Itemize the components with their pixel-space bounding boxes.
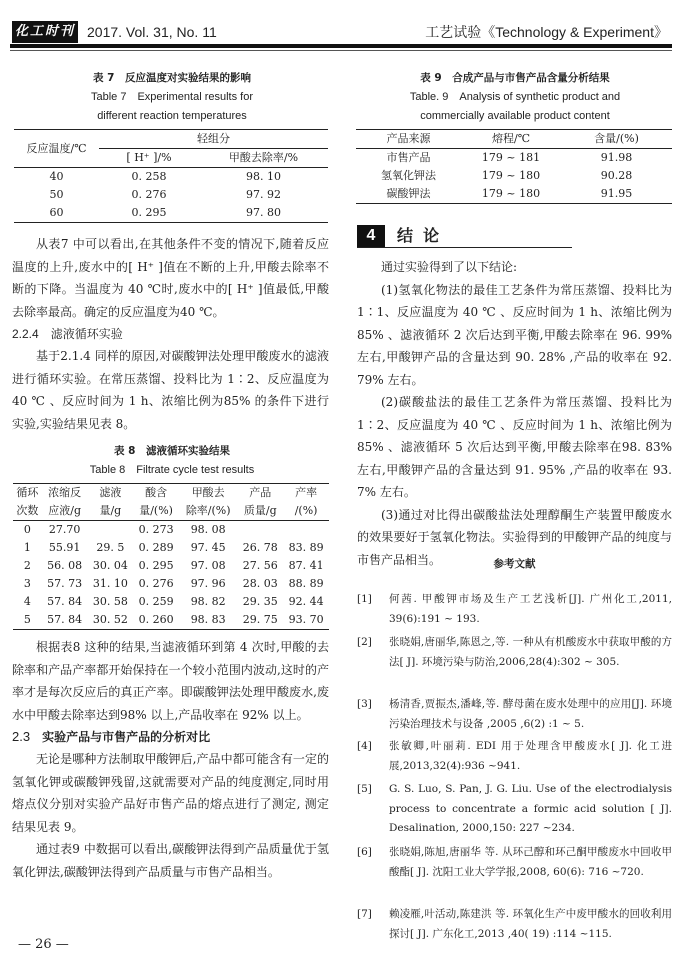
table8-cell: 0. 295 [138, 559, 174, 572]
table8-cell: 29. 35 [242, 595, 278, 608]
paragraph: 从表7 中可以看出,在其他条件不变的情况下,随着反应温度的上升,废水中的[ H⁺ ]值在不断的上升,甲酸去除率不断的下降。当温度为 40 ℃时,废水中的[ H⁺ ]值最低,甲酸去除率最高。确定的反应温度为40 ℃。 [12, 237, 329, 319]
table8-header: 循环 [13, 484, 42, 503]
reference-text: 何茜. 甲酸钾市场及生产工艺浅析[J]. 广州化工,2011, 39(6):191 ~ 193. [389, 593, 672, 625]
reference-item [357, 780, 672, 839]
paragraph: 无论是哪种方法制取甲酸钾后,产品中都可能含有一定的氢氧化钾或碳酸钾残留,这就需要对产品的纯度测定,同时用熔点仪分别对实验产品好市售产品的熔点进行了测定, 测定结果见表 9。 [12, 752, 329, 834]
table8-cell: 97. 45 [190, 541, 226, 554]
table8-cell: 56. 08 [47, 559, 83, 572]
table7-cell: 50 [49, 188, 64, 201]
table8-header: 除率/(%) [179, 502, 237, 521]
table-row [14, 186, 328, 204]
table8-cell: 0. 289 [138, 541, 174, 554]
reference-index: [7] [357, 908, 372, 920]
table7-caption-en-1: Table 7 Experimental results for [90, 91, 253, 103]
reference-item [357, 737, 672, 776]
table8 [13, 483, 329, 630]
paragraph: 通过表9 中数据可以看出,碳酸钾法得到产品质量优于氢氧化钾法,碳酸钾法得到产品质量与市售产品相当。 [12, 842, 329, 879]
table9-caption [355, 69, 675, 126]
table8-cell: 2 [23, 559, 31, 572]
table8-header: 量/(%) [133, 502, 179, 521]
table8-caption [12, 442, 332, 480]
references-title: 参考文献 [493, 558, 536, 570]
table8-cell: 83. 89 [288, 541, 324, 554]
table8-header: 产品 [237, 484, 283, 503]
reference-index: [1] [357, 593, 372, 605]
table9-header: 熔程/℃ [461, 130, 561, 149]
table-row [13, 539, 329, 557]
table9 [356, 129, 672, 204]
table8-cell: 93. 70 [283, 611, 329, 630]
table8-cell: 27. 56 [242, 559, 278, 572]
table7-caption-zh: 表 7 反应温度对实验结果的影响 [93, 72, 251, 84]
table8-header: /(%) [283, 502, 329, 521]
table-row [356, 185, 672, 204]
reference-index: [3] [357, 698, 372, 710]
table7-cell: 98. 10 [246, 170, 281, 183]
table8-cell: 98. 83 [179, 611, 237, 630]
table-row [356, 167, 672, 185]
table8-cell: 30. 58 [92, 595, 128, 608]
table7-caption [12, 69, 332, 126]
table8-cell: 98. 08 [190, 523, 226, 536]
table8-cell: 55.91 [48, 541, 81, 554]
reference-index: [4] [357, 740, 372, 752]
conclusion-3: (3)通过对比得出碳酸盐法处理醇酮生产装置甲酸废水的效果要好于氢氧化物法。实验得到的甲酸钾产品的纯度与市售产品相当。 [357, 507, 672, 567]
table-row [13, 557, 329, 575]
section-number: 4 [357, 225, 385, 247]
subsection-number: 2.3 [12, 729, 31, 744]
paragraph: 根据表8 这种的结果,当滤液循环到第 4 次时,甲酸的去除率和产品产率都开始保持在一个较小范围内波动,这时的产率才是每次反应后的真正产率。即碳酸钾法处理甲酸废水,废水中甲酸去除率达到98% 以上,产品收率在 92% 以上。 [12, 640, 329, 722]
table7-header-h: [ H⁺ ]/% [99, 149, 199, 168]
reference-text: 赖凌雁,叶活动,陈建洪 等. 环氧化生产中废甲酸水的回收利用探讨[ J]. 广东化工,2013 ,40( 19) :114 ~115. [389, 908, 672, 940]
reference-text: 杨清香,贾振杰,潘峰,等. 酵母菌在废水处理中的应用[J]. 环境污染治理技术与设备 ,2005 ,6(2) :1 ~ 5. [389, 698, 672, 730]
table8-cell: 0. 260 [133, 611, 179, 630]
table-row [14, 168, 328, 187]
subsection-heading-2-3 [12, 726, 329, 748]
reference-text: 张敏卿,叶丽莉. EDI 用于处理含甲酸废水[ J]. 化工进展,2013,32(4):936 ~941. [389, 740, 672, 772]
table8-cell: 28. 03 [242, 577, 278, 590]
table8-cell: 0. 259 [138, 595, 174, 608]
reference-item [357, 590, 672, 629]
table8-cell: 30. 04 [92, 559, 128, 572]
table8-header: 次数 [13, 502, 42, 521]
table8-cell: 0. 276 [138, 577, 174, 590]
table8-cell: 97. 08 [190, 559, 226, 572]
table8-cell: 29. 5 [96, 541, 125, 554]
reference-index: [6] [357, 846, 372, 858]
table8-cell: 27.70 [48, 523, 81, 536]
table8-header: 酸含 [133, 484, 179, 503]
table8-header: 质量/g [237, 502, 283, 521]
table9-header: 产品来源 [356, 130, 461, 149]
subsection-title: 滤液循环实验 [50, 327, 123, 341]
page-number: — 26 — [18, 937, 69, 952]
table8-caption-en: Table 8 Filtrate cycle test results [89, 464, 255, 476]
table9-cell: 179 ~ 180 [481, 169, 541, 182]
table8-cell: 3 [23, 577, 31, 590]
table9-cell: 91.98 [600, 151, 633, 164]
table7-header-removal: 甲酸去除率/% [199, 149, 328, 168]
table8-cell: 26. 78 [242, 541, 278, 554]
reference-text: 张晓娟,陈旭,唐丽华 等. 从环己醇和环己酮甲酸废水中回收甲酸酯[ J]. 沈阳工业大学学报,2008, 60(6): 716 ~720. [389, 846, 672, 878]
table7 [14, 129, 328, 223]
table7-header-temp: 反应温度/℃ [14, 130, 99, 168]
table8-cell: 31. 10 [92, 577, 128, 590]
section-title: 结论 [397, 226, 450, 245]
table8-cell: 57. 84 [47, 595, 83, 608]
table-row [13, 611, 329, 630]
conclusion-1: (1)氢氧化物法的最佳工艺条件为常压蒸馏、投料比为 1∶1、反应温度为 40 ℃ 、反应时间为 1 h、浓缩比例为 85% 、滤液循环 2 次后达到平衡,甲酸去除率在 96. 99% 左右,甲酸钾产品的含量达到 90. 28% ,产品的收率在 92. 79% 左右。 [357, 282, 672, 387]
issue-info: 2017. Vol. 31, No. 11 [87, 24, 217, 40]
reference-item [357, 695, 672, 734]
table8-cell [283, 521, 329, 540]
section-heading-4 [357, 225, 572, 248]
table8-cell [237, 521, 283, 540]
table7-cell: 97. 80 [199, 204, 328, 223]
table8-cell: 57. 73 [47, 577, 83, 590]
table9-cell: 氢氧化钾法 [381, 169, 436, 182]
table9-cell: 91.95 [561, 185, 672, 204]
table9-cell: 90.28 [600, 169, 633, 182]
subsection-number: 2.2.4 [12, 327, 39, 341]
table7-cell: 40 [49, 170, 64, 183]
table7-cell: 0. 258 [131, 170, 167, 183]
table8-cell: 5 [13, 611, 42, 630]
table8-cell: 1 [23, 541, 31, 554]
table9-caption-zh: 表 9 合成产品与市售产品含量分析结果 [420, 72, 610, 84]
table8-cell: 88. 89 [288, 577, 324, 590]
table9-cell: 179 ~ 180 [461, 185, 561, 204]
table-row [13, 575, 329, 593]
table8-cell: 97. 96 [190, 577, 226, 590]
table8-header: 量/g [87, 502, 133, 521]
table8-caption-zh: 表 8 滤液循环实验结果 [114, 445, 230, 457]
table7-cell: 0. 276 [131, 188, 167, 201]
table8-header: 甲酸去 [179, 484, 237, 503]
table9-header: 含量/(%) [561, 130, 672, 149]
table8-cell [87, 521, 133, 540]
table8-cell: 4 [23, 595, 31, 608]
table9-caption-en-1: Table. 9 Analysis of synthetic product and [409, 91, 621, 103]
header-rule-thin [10, 50, 672, 51]
reference-text: 张晓娟,唐丽华,陈恩之,等. 一种从有机酸废水中获取甲酸的方法[ J]. 环境污染与防治,2006,28(4):302 ~ 305. [389, 636, 672, 668]
conclusion-2: (2)碳酸盐法的最佳工艺条件为常压蒸馏、投料比为 1∶2、反应温度为 40 ℃ 、反应时间为 1 h、浓缩比例为 85% 、滤液循环 5 次后达到平衡,甲酸去除率在98. 83% 左右,甲酸钾产品的含量达到 91. 95% ,产品的收率在 93. 7% 左右。 [357, 395, 672, 499]
table7-caption-en-2: different reaction temperatures [97, 110, 247, 122]
table8-cell: 29. 75 [237, 611, 283, 630]
table8-header: 产率 [283, 484, 329, 503]
table-row [14, 204, 328, 223]
subsection-heading-2-2-4 [12, 323, 329, 345]
table7-cell: 97. 92 [246, 188, 281, 201]
table8-header: 应液/g [42, 502, 88, 521]
table8-header: 滤液 [87, 484, 133, 503]
paragraph: 通过实验得到了以下结论: [381, 260, 518, 274]
reference-item [357, 633, 672, 672]
table9-caption-en-2: commercially available product content [420, 110, 610, 122]
table8-header: 浓缩反 [42, 484, 88, 503]
table8-cell: 0. 273 [138, 523, 174, 536]
table8-cell: 0 [23, 523, 31, 536]
table7-cell: 60 [14, 204, 99, 223]
header-rule-thick [10, 44, 672, 48]
reference-text: G. S. Luo, S. Pan, J. G. Liu. Use of the electrodialysis process to concentrate a formic acid solution [ J]. Desalination, 2000,150: 227 ~234. [389, 783, 672, 834]
table7-group-header: 轻组分 [99, 130, 328, 149]
table-row [13, 593, 329, 611]
reference-index: [5] [357, 783, 372, 795]
table8-cell: 92. 44 [288, 595, 324, 608]
table9-cell: 市售产品 [386, 151, 431, 164]
table8-cell: 30. 52 [87, 611, 133, 630]
subsection-title: 实验产品与市售产品的分析对比 [42, 730, 211, 744]
reference-item [357, 905, 672, 944]
table9-cell: 179 ~ 181 [481, 151, 541, 164]
section-name: 工艺试验《Technology & Experiment》 [425, 24, 668, 40]
table7-cell: 0. 295 [99, 204, 199, 223]
paragraph: 基于2.1.4 同样的原因,对碳酸钾法处理甲酸废水的滤液进行循环实验。在常压蒸馏、投料比为 1∶2、反应温度为 40 ℃ 、反应时间为 1 h、浓缩比例为85% 的条件下进行实验,实验结果见表 8。 [12, 349, 329, 431]
table8-cell: 87. 41 [288, 559, 324, 572]
journal-logo: 化工时刊 [12, 21, 78, 43]
table-row [356, 149, 672, 168]
reference-index: [2] [357, 636, 372, 648]
reference-item [357, 843, 672, 882]
table8-cell: 57. 84 [42, 611, 88, 630]
table8-cell: 98. 82 [190, 595, 226, 608]
table9-cell: 碳酸钾法 [356, 185, 461, 204]
table-row [13, 521, 329, 540]
